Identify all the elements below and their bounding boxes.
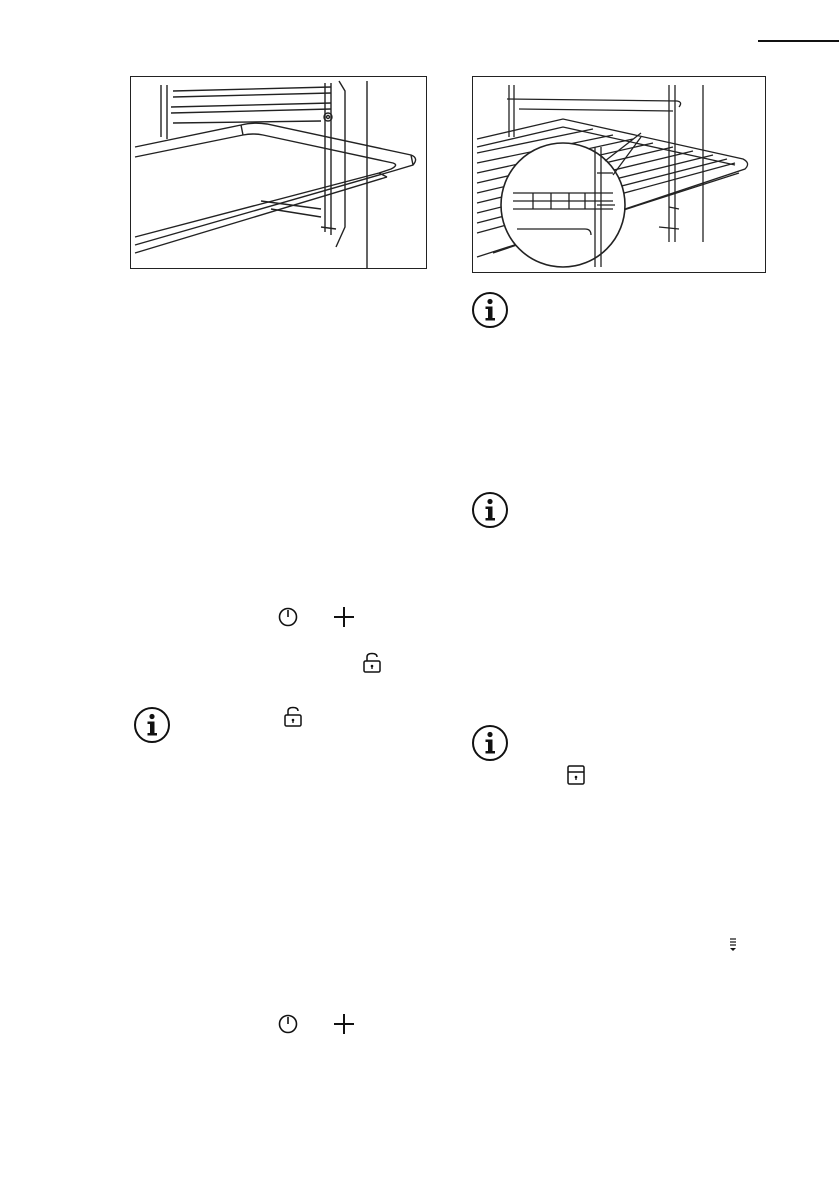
plus-icon [332,605,356,629]
info-icon [133,706,171,744]
on-off-icon [277,1013,299,1035]
wire-shelf-illustration [473,77,766,273]
plus-icon [332,1012,356,1036]
info-icon [471,291,509,329]
heating-function-icon [728,937,738,953]
lock-icon [566,764,586,786]
baking-tray-illustration [131,77,427,269]
info-icon [471,491,509,529]
figure-wire-shelf [472,76,766,273]
on-off-icon [277,606,299,628]
figure-baking-tray [130,76,427,269]
info-icon [471,724,509,762]
lock-open-icon [362,652,382,674]
lock-open-icon [283,706,303,728]
scissors-icon [758,30,839,54]
